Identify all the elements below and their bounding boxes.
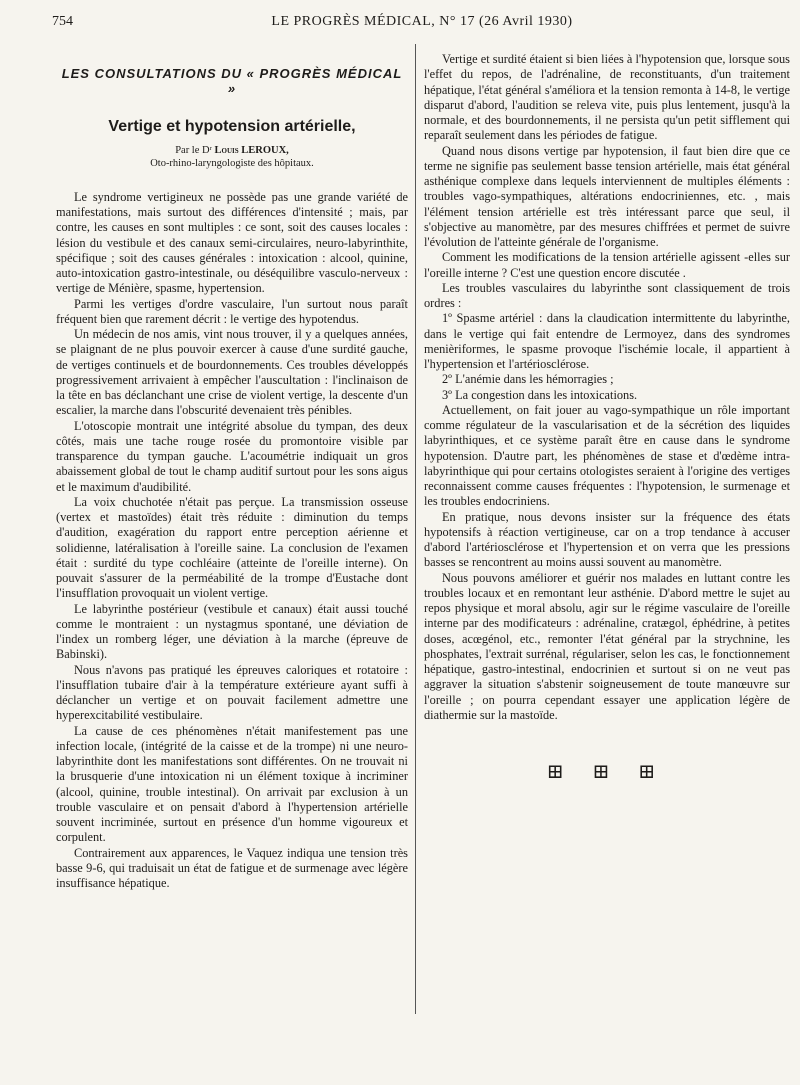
- paragraph: Parmi les vertiges d'ordre vasculaire, l'un surtout nous paraît fréquent bien que rarement décrit : le vertige des hypotendus.: [56, 296, 408, 326]
- paragraph: Nous n'avons pas pratiqué les épreuves caloriques et rotatoire : l'insufflation tubaire d'air à la température extérieure ayant suffi à déclancher un vertige et on pouvait facilement admettre une hyperexcitabilité vestibulaire.: [56, 662, 408, 723]
- article-title: Vertige et hypotension artérielle,: [108, 117, 356, 135]
- list-item: 1º Spasme artériel : dans la claudication intermittente du labyrinthe, dans le vertige qui fait entendre de Lermoyez, dans des syndromes menièriformes, le spasme provoque l'ischémie locale, il appartient à l'hypertension et l'artériosclérose.: [424, 311, 790, 371]
- end-ornament: ⊞ ⊞ ⊞: [546, 761, 668, 783]
- page-number: 754: [52, 14, 73, 29]
- byline-prefix: Par le Dʳ: [175, 144, 212, 156]
- paragraph: Le syndrome vertigineux ne possède pas une grande variété de manifestations, mais surtout des différences d'intensité ; mais, par contre, les causes en sont multiples : ce sont, soit des causes locales : lésion du vestibule et des canaux semi-circulaires, neuro-labyrinthite, spécifique ; soit des causes générales : intoxication : alcool, quinine, auto-intoxication gastro-intestinale, ou déséquilibre vasculo-nerveux : vertige de Ménière, spasme, hypertension.: [56, 189, 408, 296]
- journal-title: LE PROGRÈS MÉDICAL, N° 17 (26 Avril 1930): [271, 14, 573, 29]
- paragraph: Vertige et surdité étaient si bien liées à l'hypotension que, lorsque sous l'effet du repos, de l'adrénaline, de reconstituants, d'un traitement hépatique, l'état général s'améliora et la tension remonta à 14-8, le vertige disparut d'abord, l'audition se releva vite, puis plus lentement, jusqu'à la normale, et des bourdonnements, il ne persista qu'un petit sifflement qui reparaît seulement dans les périodes de fatigue.: [424, 52, 790, 143]
- paragraph: Comment les modifications de la tension artérielle agissent -elles sur l'oreille interne ? C'est une question encore discutée .: [424, 250, 790, 280]
- page-header: [52, 14, 792, 36]
- paragraph: Les troubles vasculaires du labyrinthe sont classiquement de trois ordres :: [424, 280, 790, 310]
- author-name: Louis LEROUX,: [214, 144, 289, 156]
- paragraph: Quand nous disons vertige par hypotension, il faut bien dire que ce terme ne signifie pas seulement basse tension artérielle, mais état général asthénique complexe dans lequels interviennent de multiples éléments : troubles vago-sympathiques, altérations endocriniennes, etc. , mais l'élément tension artérielle est très intéressant parce que seul, il s'objective au manomètre, par des mesures chiffrées et permet de suivre l'évolution de l'atteinte générale de l'organisme.: [424, 143, 790, 249]
- left-column: [56, 52, 408, 891]
- paragraph: Nous pouvons améliorer et guérir nos malades en luttant contre les troubles locaux et en remontant leur asthénie. D'abord mettre le sujet au repos physique et moral absolu, agir sur le régime vasculaire de l'oreille interne par des modificateurs : adrénaline, cratægol, éphédrine, à petites doses, acœgénol, etc., remonter l'état général par la strychnine, les phosphates, l'extrait surrénal, régulariser, selon les cas, le fonctionnement hépatique, gastro-intestinal, endocrinien et surtout si on ne veut pas aggraver la situation s'abstenir soigneusement de toute manœuvre sur l'oreille ; on pourra cependant essayer une application légère de diathermie sur la mastoïde.: [424, 570, 790, 722]
- paragraph: Contrairement aux apparences, le Vaquez indiqua une tension très basse 9-6, qui traduisait un état de fatigue et de surmenage avec légère insuffisance hépatique.: [56, 845, 408, 890]
- byline: [56, 144, 408, 157]
- paragraph: En pratique, nous devons insister sur la fréquence des états hypotensifs à réaction vertigineuse, car on a trop tendance à accuser d'abord l'artériosclérose et l'hypertension et on verra que les pressions basses se rencontrent au moins aussi souvent au manomètre.: [424, 509, 790, 570]
- paragraph: La cause de ces phénomènes n'était manifestement pas une infection locale, (intégrité de la caisse et de la trompe) ni une neuro-labyrinthite dont les manifestations sont différentes. On ne trouvait ni la brusquerie d'une intoxication ni un élément toxique à incriminer (alcool, quinine, trouble intestinal). On arrivait par exclusion à un trouble vasculaire et on pensait d'abord à l'hypertension artérielle souvent incriminée, surtout en présence d'un homme vigoureux et corpulent.: [56, 723, 408, 845]
- paragraph: Le labyrinthe postérieur (vestibule et canaux) était aussi touché comme le montraient : un nystagmus spontané, une déviation de l'index un romberg léger, une déviation à la marche (épreuve de Babinski).: [56, 601, 408, 662]
- paragraph: Actuellement, on fait jouer au vago-sympathique un rôle important comme régulateur de la vascularisation et de la sécrétion des liquides labyrinthiques, et ce système paraît être en cause dans le syndrome hypotension. D'autre part, les phénomènes de stase et d'œdème intra-labyrinthique qui pour certains otologistes seraient à l'origine des vertiges reconnaissent comme causes fréquentes : l'hypotension, le surmenage et les troubles endocriniens.: [424, 402, 790, 509]
- list-item: 2º L'anémie dans les hémorragies ;: [442, 372, 614, 387]
- paragraph: L'otoscopie montrait une intégrité absolue du tympan, des deux côtés, mais une tache rouge rosée du promontoire visible par transparence du tympan gauche. L'acoumétrie indiquait un gros abaissement global de tout le champ auditif surtout pour les sons aigus et le maximum d'audibilité.: [56, 418, 408, 494]
- paragraph: La voix chuchotée n'était pas perçue. La transmission osseuse (vertex et mastoïdes) était très réduite : diminution du temps d'audition, exagération du rapport entre perception aérienne et solidienne, latéralisation à l'oreille saine. La conclusion de l'examen était : surdité du type cochléaire (atteinte de l'oreille interne). On pouvait s'assurer de la perméabilité de la trompe d'Eustache dont l'insufflation provoquait un violent vertige.: [56, 494, 408, 601]
- list-item: 3º La congestion dans les intoxications.: [442, 387, 638, 402]
- right-column: [424, 52, 790, 783]
- paragraph: Un médecin de nos amis, vint nous trouver, il y a quelques années, se plaignant de ne plus pouvoir exercer à cause d'une surdité gauche, de vertiges continuels et de bourdonnements. Ces troubles développés progressivement arrivaient à empêcher l'auscultation : l'inclinaison de la tête en bas déclanchant une crise de violent vertige, la descente d'un escalier, la marche dans l'obscurité devenaient très pénibles.: [56, 327, 408, 418]
- column-divider: [415, 44, 416, 1014]
- author-affiliation: Oto-rhino-laryngologiste des hôpitaux.: [150, 157, 314, 169]
- section-heading: LES CONSULTATIONS DU « PROGRÈS MÉDICAL »: [61, 66, 403, 97]
